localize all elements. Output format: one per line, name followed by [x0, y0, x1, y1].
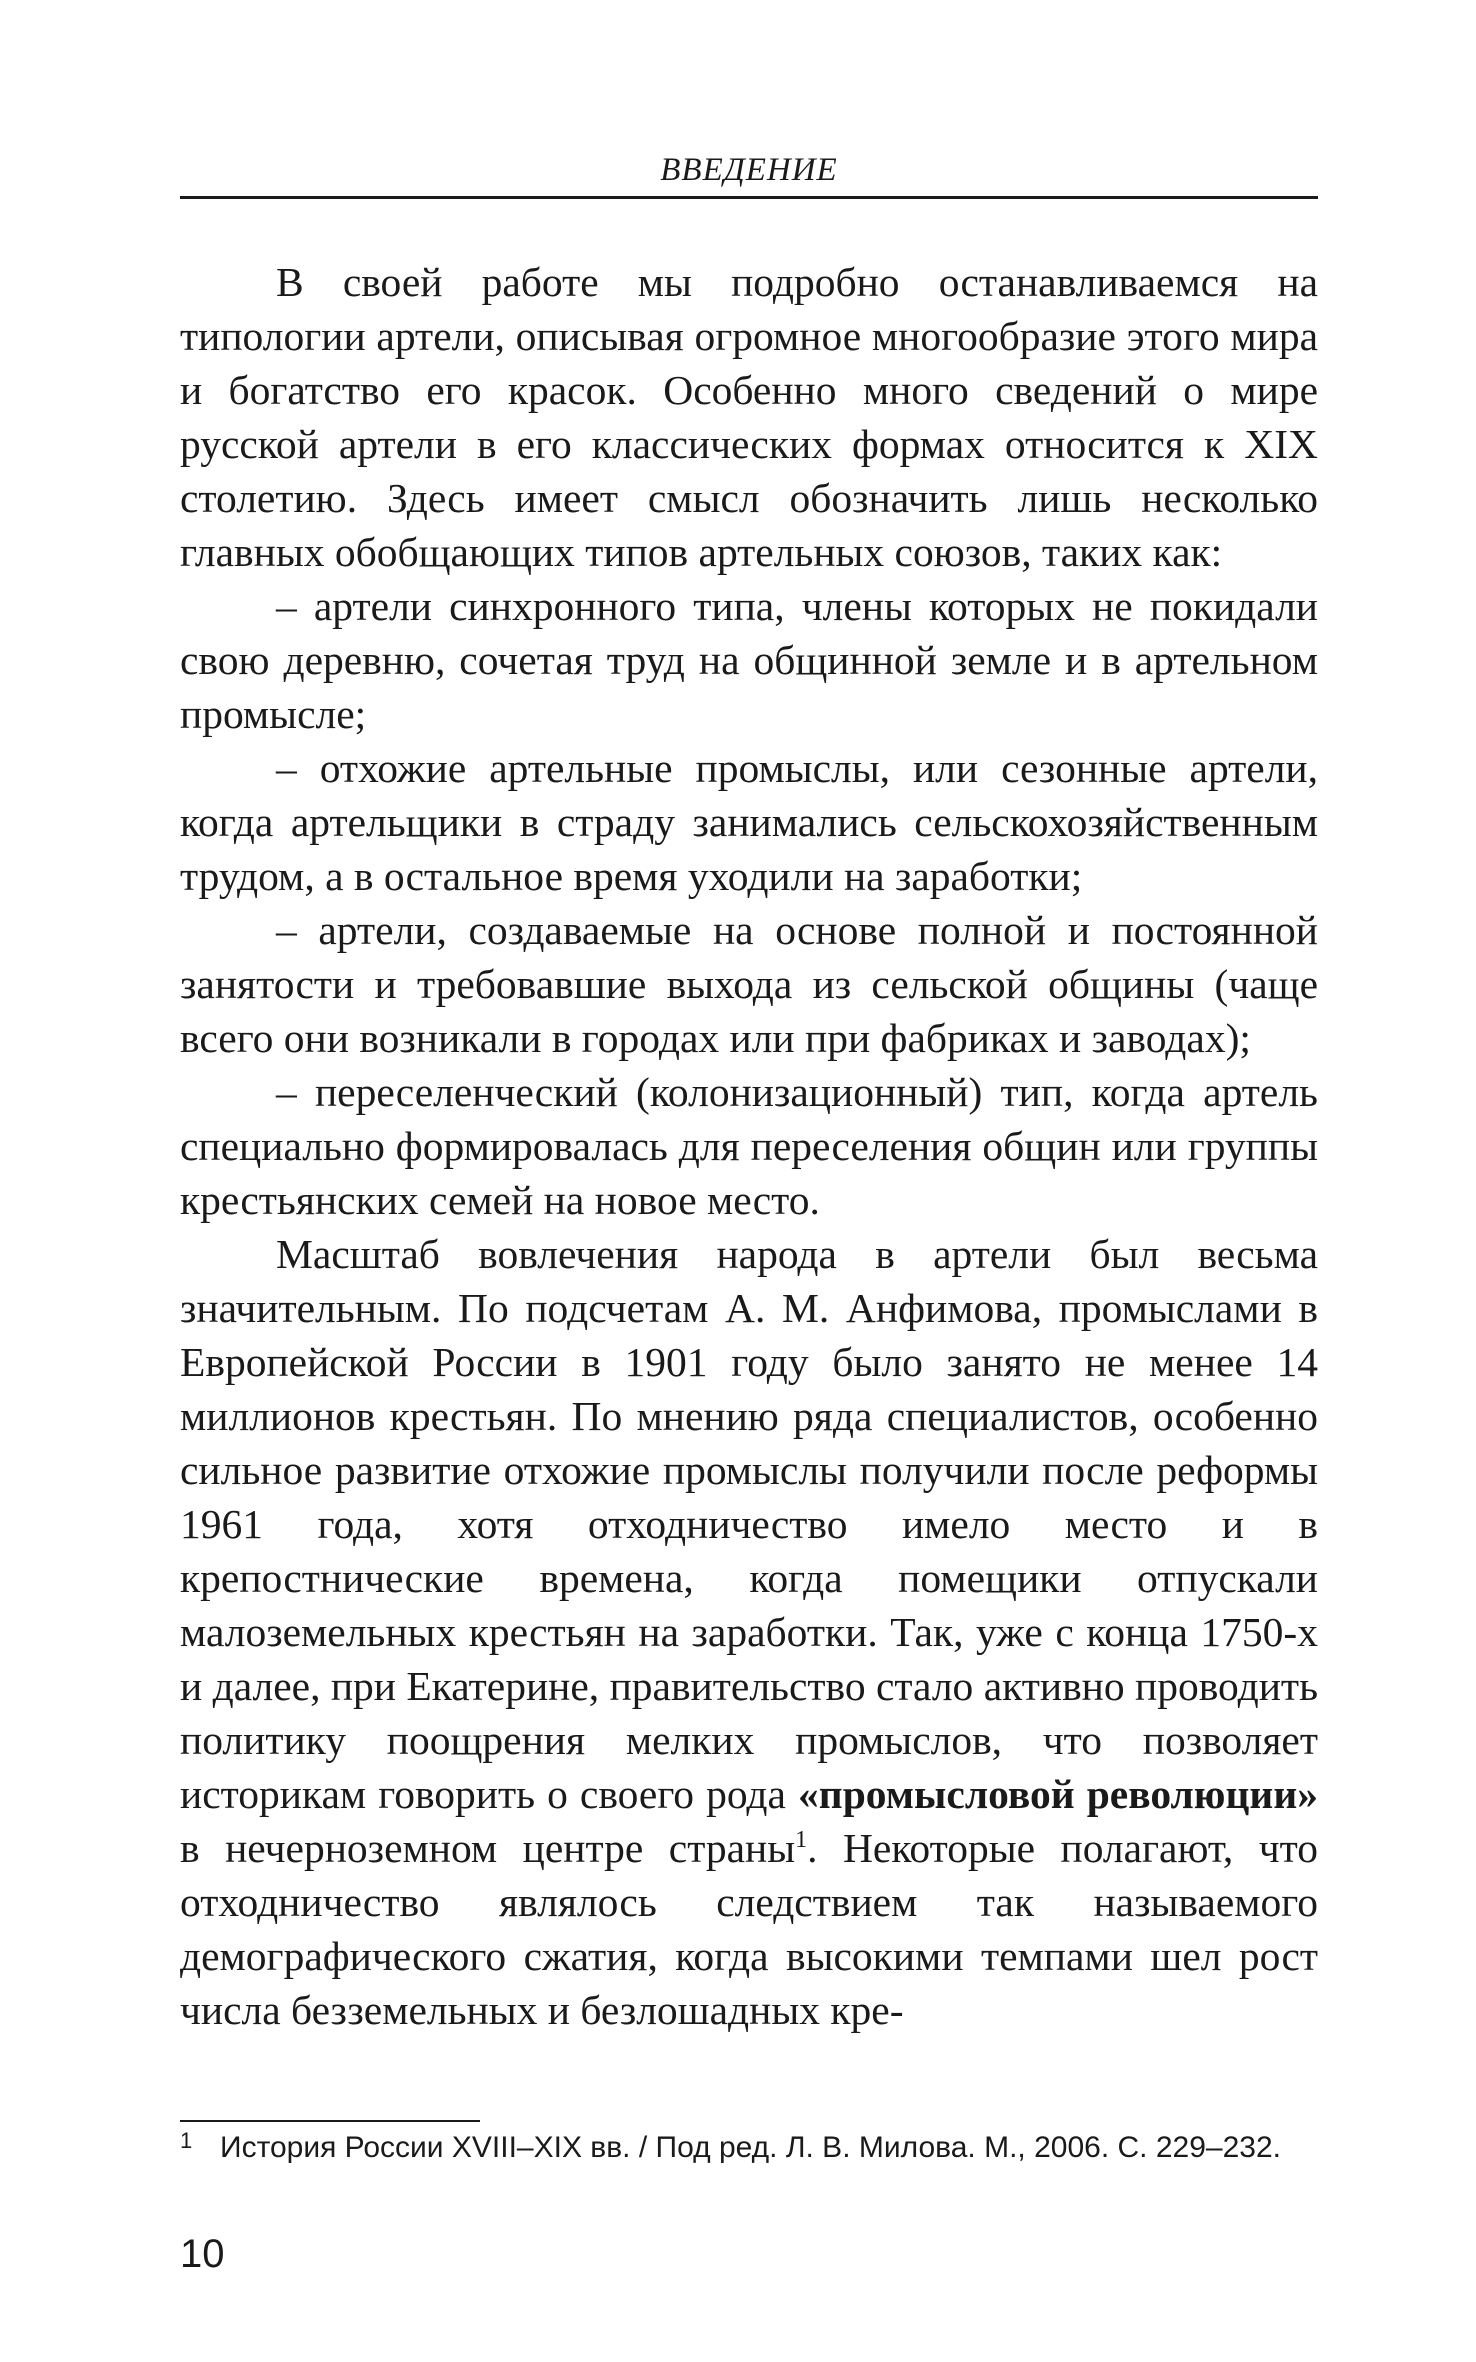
- header-rule: [180, 196, 1318, 199]
- footnote-rule: [180, 2120, 480, 2122]
- paragraph-scale: [180, 1227, 1318, 2037]
- footnote-mark: 1: [180, 2128, 193, 2153]
- body-text: [180, 255, 1318, 2037]
- bold-term: «промысловой революции»: [798, 1771, 1319, 1817]
- list-item-resettlement: – переселенческий (колонизационный) тип, когда артель специально формировалась для переселения общин или группы крестьянских семей на новое место.: [180, 1069, 1318, 1223]
- page-number: 10: [180, 2232, 225, 2276]
- paragraph-scale-text: Масштаб вовлечения народа в артели был весьма значительным. По подсчетам А. М. Анфимова, промыслами в Европейской России в 1901 году было занято не менее 14 миллионов крестьян. По мнению ряда специалистов, особенно сильное развитие отхожие промыслы получили после реформы 1961 года, хотя отходничество имело место и в крепостнические времена, когда помещики отпускали малоземельных крестьян на заработки. Так, уже с конца 1750-х и далее, при Екатерине, правительство стало активно проводить политику поощрения мелких промыслов, что позволяет историкам говорить о своего рода: [180, 1231, 1318, 1817]
- list-item-seasonal: – отхожие артельные промыслы, или сезонные артели, когда артельщики в страду занимались сельскохозяйственным трудом, а в остальное время уходили на заработки;: [180, 745, 1318, 899]
- footnote: [180, 2128, 1318, 2168]
- list-item-synchronous: – артели синхронного типа, члены которых не покидали свою деревню, сочетая труд на общинной земле и в артельном промысле;: [180, 583, 1318, 737]
- paragraph-scale-text-3: . Некоторые полагают, что отходничество являлось следствием так называемого демографического сжатия, когда высокими темпами шел рост числа безземельных и безлошадных кре-: [180, 1825, 1319, 2033]
- paragraph-intro: В своей работе мы подробно останавливаемся на типологии артели, описывая огромное многообразие этого мира и богатство его красок. Особенно много сведений о мире русской артели в его классических формах относится к XIX столетию. Здесь имеет смысл обозначить лишь несколько главных обобщающих типов артельных союзов, таких как:: [180, 259, 1318, 575]
- list-item-permanent: – артели, создаваемые на основе полной и постоянной занятости и требовавшие выхода из сельской общины (чаще всего они возникали в городах или при фабриках и заводах);: [180, 907, 1318, 1061]
- running-head: ВВЕДЕНИЕ: [660, 152, 838, 188]
- footnote-reference[interactable]: 1: [795, 1827, 808, 1854]
- paragraph-scale-text-2: в нечерноземном центре страны: [180, 1825, 796, 1871]
- footnote-text: История России XVIII–XIX вв. / Под ред. Л. В. Милова. М., 2006. С. 229–232.: [220, 2131, 1281, 2164]
